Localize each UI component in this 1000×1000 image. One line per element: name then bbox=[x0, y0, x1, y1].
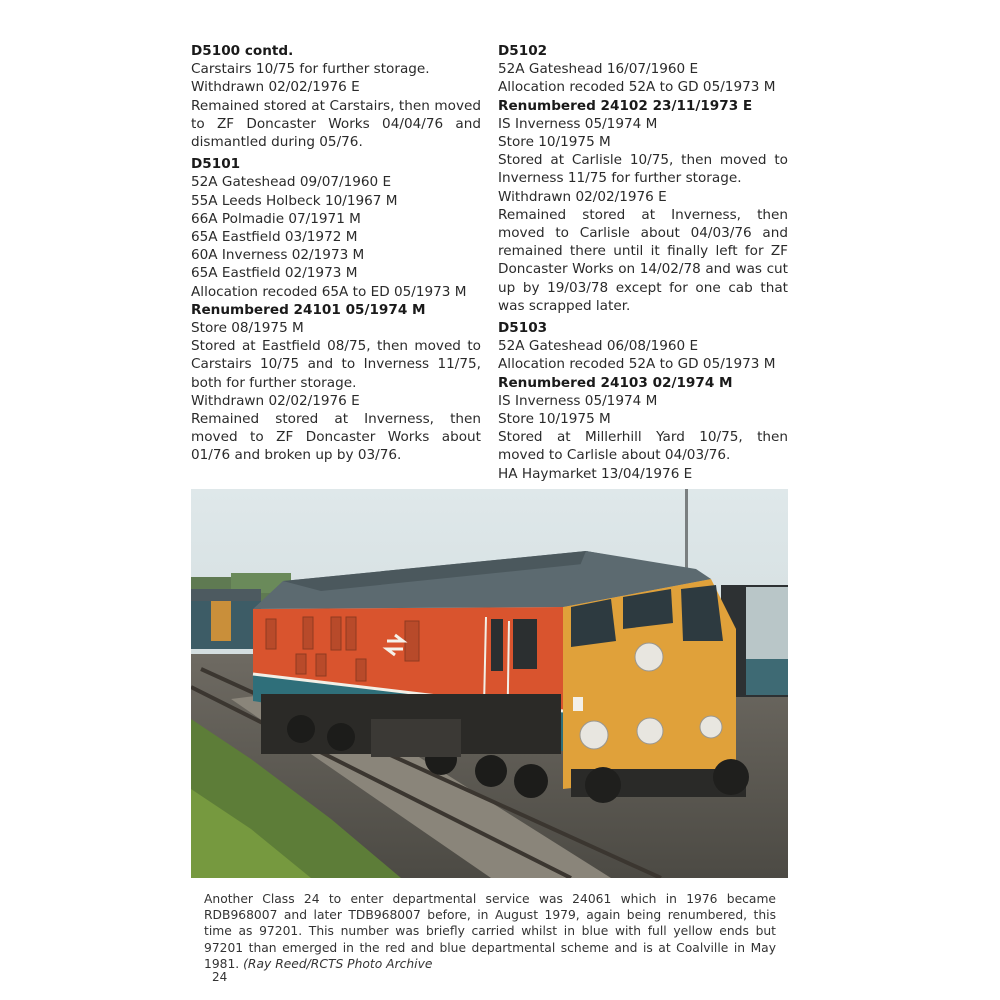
history-line: 52A Gateshead 16/07/1960 E bbox=[498, 61, 699, 78]
history-line: 60A Inverness 02/1973 M bbox=[191, 247, 365, 264]
right-column bbox=[498, 42, 788, 483]
renumbered-line: Renumbered 24102 23/11/1973 E bbox=[498, 97, 753, 114]
renumbered-line: Renumbered 24101 05/1974 M bbox=[191, 301, 426, 318]
history-line: HA Haymarket 13/04/1976 E bbox=[498, 465, 693, 482]
locomotive-heading: D5102 bbox=[498, 43, 548, 59]
history-line: 52A Gateshead 06/08/1960 E bbox=[498, 338, 699, 355]
locomotive-heading: D5101 bbox=[191, 156, 241, 173]
caption-credit: (Ray Reed/RCTS Photo Archive bbox=[243, 956, 433, 971]
history-line: 52A Gateshead 09/07/1960 E bbox=[191, 174, 392, 191]
history-line: Withdrawn 02/02/1976 E bbox=[191, 392, 360, 409]
history-line: Allocation recoded 65A to ED 05/1973 M bbox=[191, 283, 467, 300]
history-line: IS Inverness 05/1974 M bbox=[498, 392, 658, 409]
history-line: Withdrawn 02/02/1976 E bbox=[498, 188, 667, 205]
left-column bbox=[191, 42, 481, 465]
history-line: Remained stored at Inverness, then moved to Carlisle about 04/03/76 and remained there until it finally left for ZF Doncaster Works on 14/02/78 and was cut up by 19/03/78 except for one cab that was scrapped later. bbox=[498, 206, 788, 314]
history-line: Stored at Eastfield 08/75, then moved to Carstairs 10/75 and to Inverness 11/75, both for further storage. bbox=[191, 338, 481, 391]
history-line: Carstairs 10/75 for further storage. bbox=[191, 61, 430, 78]
history-line: 66A Polmadie 07/1971 M bbox=[191, 210, 361, 227]
history-line: 65A Eastfield 02/1973 M bbox=[191, 265, 358, 282]
locomotive-photo bbox=[191, 489, 788, 878]
history-line: Remained stored at Inverness, then moved to ZF Doncaster Works about 01/76 and broken up by 03/76. bbox=[191, 411, 481, 464]
history-line: Allocation recoded 52A to GD 05/1973 M bbox=[498, 79, 776, 96]
history-line: Withdrawn 02/02/1976 E bbox=[191, 79, 360, 96]
history-line: 55A Leeds Holbeck 10/1967 M bbox=[191, 192, 398, 209]
locomotive-heading: D5103 bbox=[498, 320, 548, 337]
history-line: Store 08/1975 M bbox=[191, 320, 304, 337]
history-line: Store 10/1975 M bbox=[498, 411, 611, 428]
caption-text: Another Class 24 to enter departmental service was 24061 which in 1976 became RDB968007 and later TDB968007 before, in August 1979, again being renumbered, this time as 97201. This number was briefly carried whilst in blue with full yellow ends but 97201 than emerged in the red and blue departmental scheme and is at Coalville in May 1981. bbox=[204, 892, 776, 971]
history-line: Remained stored at Carstairs, then moved to ZF Doncaster Works 04/04/76 and dismantled during 05/76. bbox=[191, 97, 481, 151]
photo-caption bbox=[204, 891, 776, 972]
page-number: 24 bbox=[212, 970, 228, 984]
history-line: Stored at Millerhill Yard 10/75, then moved to Carlisle about 04/03/76. bbox=[498, 429, 788, 464]
history-line: IS Inverness 05/1974 M bbox=[498, 115, 658, 132]
history-line: Allocation recoded 52A to GD 05/1973 M bbox=[498, 356, 776, 373]
locomotive-heading: D5100 contd. bbox=[191, 43, 294, 59]
renumbered-line: Renumbered 24103 02/1974 M bbox=[498, 374, 733, 391]
history-line: Stored at Carlisle 10/75, then moved to Inverness 11/75 for further storage. bbox=[498, 152, 788, 187]
history-line: Store 10/1975 M bbox=[498, 134, 611, 151]
history-line: 65A Eastfield 03/1972 M bbox=[191, 229, 358, 246]
